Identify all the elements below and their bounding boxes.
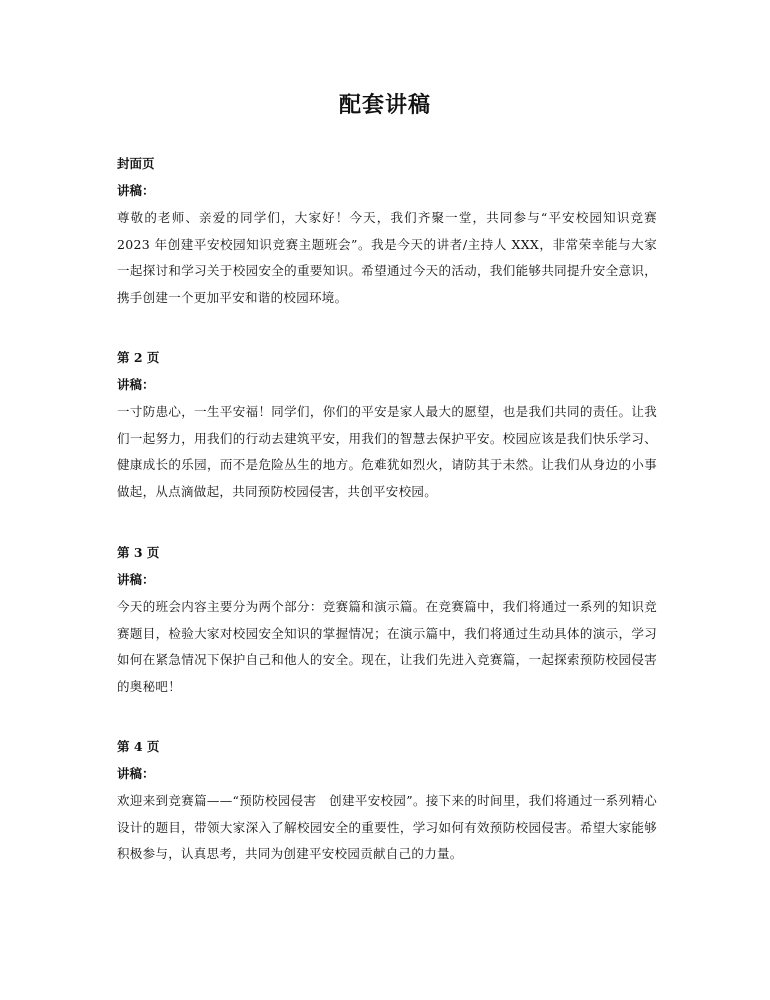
section-heading: 封面页 bbox=[117, 156, 155, 171]
section-page-3 bbox=[117, 542, 657, 700]
script-label: 讲稿： bbox=[117, 572, 155, 587]
script-paragraph: 今天的班会内容主要分为两个部分：竞赛篇和演示篇。在竞赛篇中，我们将通过一系列的知识竞赛题目，检验大家对校园安全知识的掌握情况；在演示篇中，我们将通过生动具体的演示，学习如何在紧急情况下保护自己和他人的安全。现在，让我们先进入竞赛篇，一起探索预防校园侵害的奥秘吧！ bbox=[117, 599, 657, 694]
section-heading: 第 4 页 bbox=[117, 739, 160, 754]
script-label: 讲稿： bbox=[117, 377, 155, 392]
section-heading: 第 3 页 bbox=[117, 545, 160, 560]
section-page-2 bbox=[117, 347, 657, 505]
script-label: 讲稿： bbox=[117, 183, 155, 198]
script-paragraph: 欢迎来到竞赛篇——“预防校园侵害 创建平安校园”。接下来的时间里，我们将通过一系列精心设计的题目，带领大家深入了解校园安全的重要性，学习如何有效预防校园侵害。希望大家能够积极参与，认真思考，共同为创建平安校园贡献自己的力量。 bbox=[117, 793, 657, 861]
script-label: 讲稿： bbox=[117, 766, 155, 781]
section-heading: 第 2 页 bbox=[117, 350, 160, 365]
script-paragraph: 一寸防患心，一生平安福！同学们，你们的平安是家人最大的愿望，也是我们共同的责任。让我们一起努力，用我们的行动去建筑平安，用我们的智慧去保护平安。校园应该是我们快乐学习、健康成长的乐园，而不是危险丛生的地方。危难犹如烈火，请防其于未然。让我们从身边的小事做起，从点滴做起，共同预防校园侵害，共创平安校园。 bbox=[117, 404, 657, 499]
section-cover bbox=[117, 153, 657, 311]
script-paragraph: 尊敬的老师、亲爱的同学们，大家好！今天，我们齐聚一堂，共同参与“平安校园知识竞赛 2023 年创建平安校园知识竞赛主题班会”。我是今天的讲者/主持人 XXX，非常荣幸能与大家一起探讨和学习关于校园安全的重要知识。希望通过今天的活动，我们能够共同提升安全意识，携手创建一个更加平安和谐的校园环境。 bbox=[117, 210, 657, 305]
section-page-4 bbox=[117, 736, 657, 868]
page-title: 配套讲稿 bbox=[338, 92, 431, 118]
